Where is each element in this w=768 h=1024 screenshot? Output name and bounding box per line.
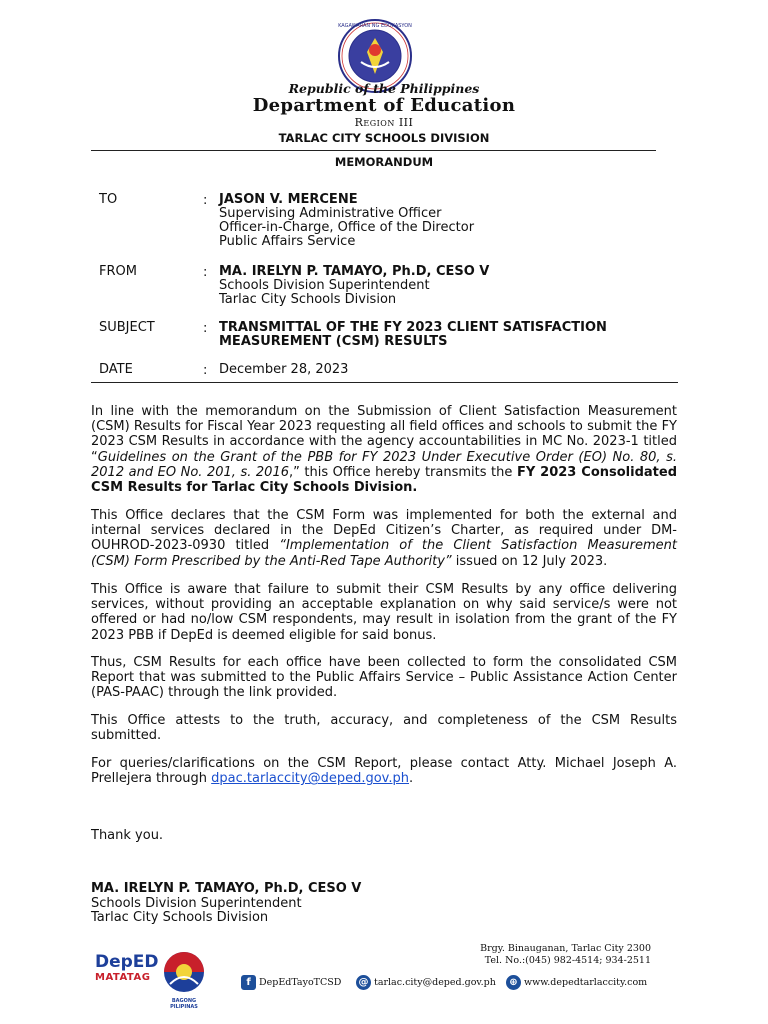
department-name: Department of Education <box>252 95 516 116</box>
from-line2: Tarlac City Schools Division <box>219 292 397 307</box>
bagong-pilipinas-emblem <box>160 950 208 994</box>
to-colon: : <box>203 193 208 208</box>
footer-telephone: Tel. No.:(045) 982-4514; 934-2511 <box>484 955 651 966</box>
date-colon: : <box>203 363 208 378</box>
p3-text: This Office is aware that failure to submit their CSM Results by any office delivering services, without providing an acceptable explanation on why said service/s were not offered or had no/low CSM respondents, may result in isolation from the grant of the FY 2023 PBB if DepEd is deemed eligible for said bonus. <box>91 582 677 643</box>
svg-text:KAGAWARAN NG EDUKASYON: KAGAWARAN NG EDUKASYON <box>338 23 412 29</box>
signatory-name: MA. IRELYN P. TAMAYO, Ph.D, CESO V <box>91 881 362 896</box>
p2-text-b: issued on 12 July 2023. <box>451 553 608 569</box>
facebook-icon: f <box>241 975 256 990</box>
p1-italic: Guidelines on the Grant of the PBB for FY 2023 Under Executive Order (EO) No. 80, s. 2012 and EO No. 201, s. 2016 <box>91 449 677 480</box>
memo-header-divider <box>91 382 678 383</box>
division-line: TARLAC CITY SCHOOLS DIVISION <box>278 131 490 145</box>
p1-text-b: ,” this Office hereby transmits the <box>289 464 517 480</box>
to-line1: Supervising Administrative Officer <box>219 206 442 221</box>
paragraph-5 <box>91 713 677 743</box>
p5-text: This Office attests to the truth, accuracy, and completeness of the CSM Results submitted. <box>91 713 677 744</box>
bagong-pilipinas-caption: BAGONG PILIPINAS <box>170 998 198 1010</box>
signatory-office: Tarlac City Schools Division <box>91 910 269 925</box>
to-name: JASON V. MERCENE <box>219 192 358 207</box>
website-text: www.depedtarlaccity.com <box>524 977 648 988</box>
p2-text-a: This Office declares that the CSM Form was implemented for both the external and internal services declared in the DepEd Citizen’s Charter, as required under DM-OUHROD-2023-0930 titled <box>91 508 677 554</box>
thank-you: Thank you. <box>91 828 164 843</box>
memo-title: MEMORANDUM <box>334 155 434 169</box>
paragraph-4 <box>91 655 677 701</box>
header-divider <box>91 150 656 151</box>
from-name: MA. IRELYN P. TAMAYO, Ph.D, CESO V <box>219 264 490 279</box>
date-value: December 28, 2023 <box>219 362 349 377</box>
date-label: DATE <box>99 362 133 377</box>
to-line2: Officer-in-Charge, Office of the Director <box>219 220 475 235</box>
region-line: Region III <box>354 116 414 129</box>
paragraph-6 <box>91 756 677 786</box>
footer-address: Brgy. Binauganan, Tarlac City 2300 <box>480 943 651 954</box>
p1-text-a: In line with the memorandum on the Submission of Client Satisfaction Measurement (CSM) Results for Fiscal Year 2023 requesting all field offices and schools to submit the FY 2023 CSM Results in accordance with the agency accountabilities in MC No. 2023-1 titled “ <box>91 404 677 465</box>
from-colon: : <box>203 265 208 280</box>
footer-email-text: tarlac.city@deped.gov.ph <box>374 977 496 988</box>
to-block <box>219 193 659 249</box>
subject-label: SUBJECT <box>99 320 155 335</box>
paragraph-1 <box>91 404 677 495</box>
footer-facebook[interactable] <box>241 975 341 990</box>
from-label: FROM <box>99 264 137 279</box>
footer-website[interactable] <box>506 975 647 990</box>
deped-logo-text: DepED <box>95 952 159 972</box>
matatag-logo-text: MATATAG <box>95 972 151 983</box>
p4-text: Thus, CSM Results for each office have been collected to form the consolidated CSM Report that was submitted to the Public Affairs Service – Public Assistance Action Center (PAS-PAAC) through the link provided. <box>91 655 677 701</box>
facebook-handle: DepEdTayoTCSD <box>259 977 342 988</box>
footer-email[interactable] <box>356 975 496 990</box>
contact-email-link[interactable]: dpac.tarlaccity@deped.gov.ph <box>211 771 409 787</box>
republic-line: Republic of the Philippines <box>288 81 480 96</box>
from-block <box>219 265 659 307</box>
deped-matatag-logo <box>95 952 159 1003</box>
bagong-pilipinas-logo <box>160 950 208 1010</box>
from-line1: Schools Division Superintendent <box>219 278 430 293</box>
p6-text-a: For queries/clarifications on the CSM Report, please contact Atty. Michael Joseph A. Prellejera through <box>91 756 677 787</box>
to-label: TO <box>99 192 118 207</box>
p2-italic: “Implementation of the Client Satisfaction Measurement (CSM) Form Prescribed by the Anti-Red Tape Authority” <box>91 538 677 569</box>
p1-bold: FY 2023 Consolidated CSM Results for Tarlac City Schools Division. <box>91 464 678 496</box>
email-icon: @ <box>356 975 371 990</box>
paragraph-3 <box>91 582 677 643</box>
to-line3: Public Affairs Service <box>219 234 356 249</box>
p6-text-b: . <box>409 771 414 787</box>
subject-text: TRANSMITTAL OF THE FY 2023 CLIENT SATISFACTION MEASUREMENT (CSM) RESULTS <box>219 320 607 349</box>
subject-colon: : <box>203 321 208 336</box>
globe-icon: ⊕ <box>506 975 521 990</box>
paragraph-2 <box>91 508 677 569</box>
signatory-title: Schools Division Superintendent <box>91 896 302 911</box>
